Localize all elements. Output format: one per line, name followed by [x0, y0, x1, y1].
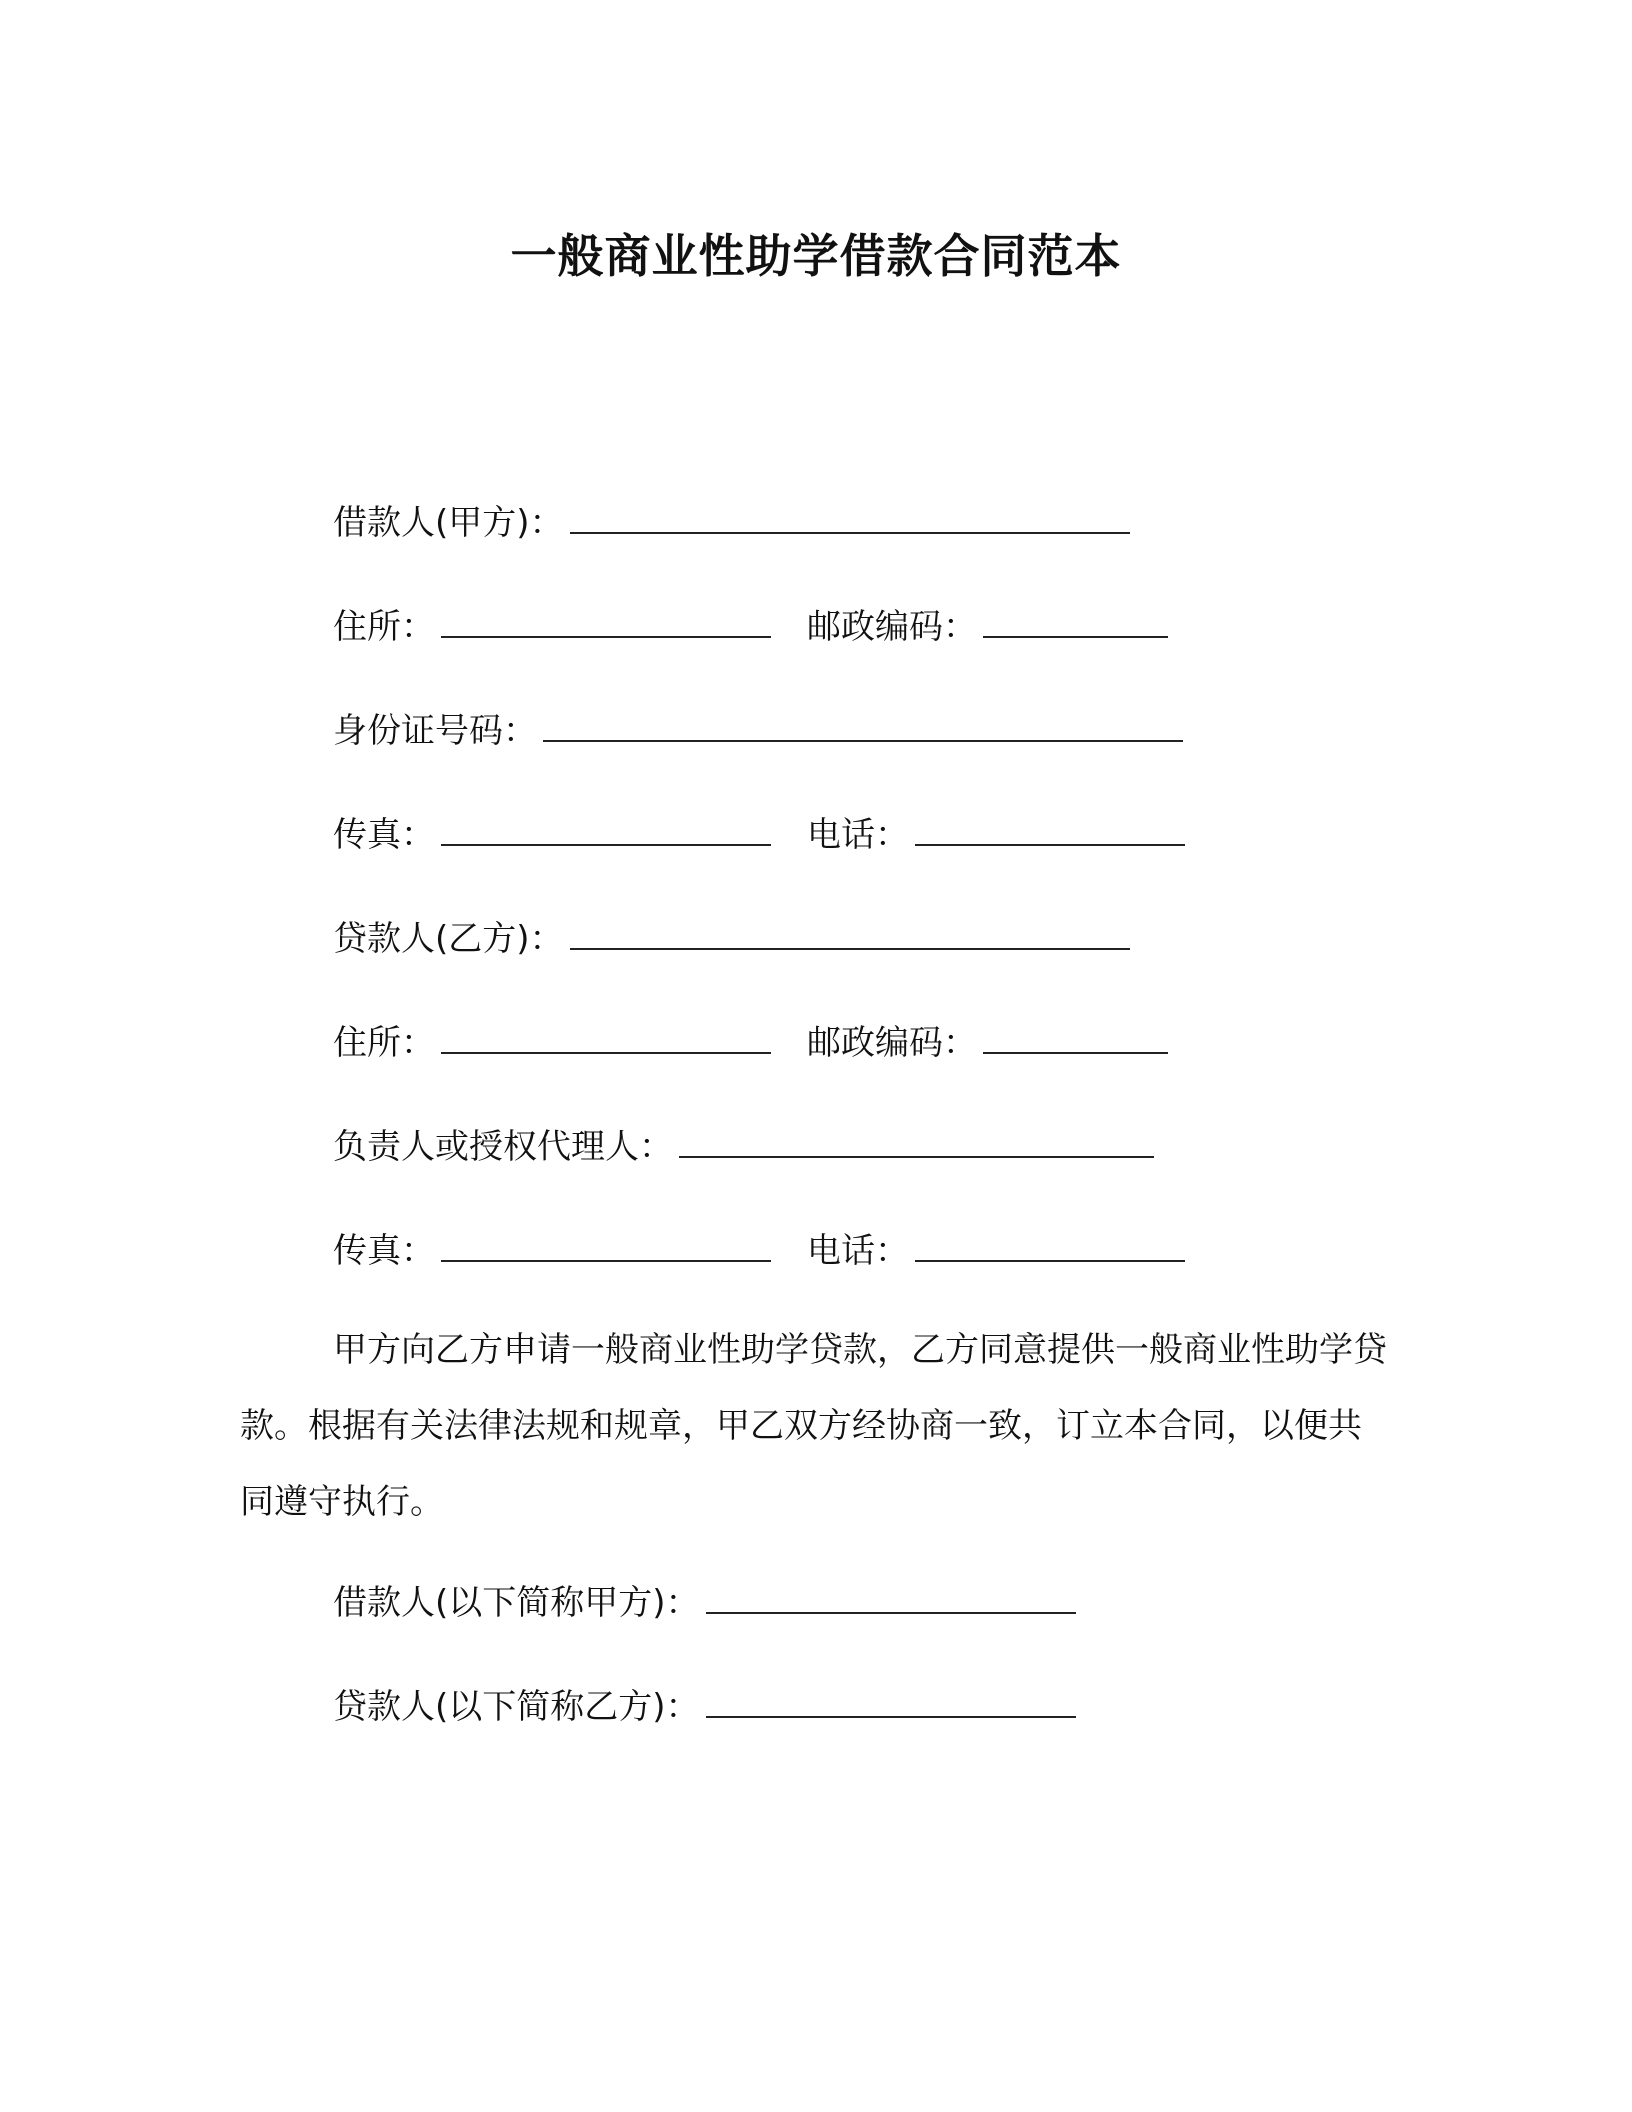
- party-a-row: [333, 502, 1130, 543]
- short-a-field[interactable]: [706, 1582, 1076, 1614]
- party-b-row: [333, 918, 1130, 959]
- party-a-address-row: [333, 606, 1168, 647]
- party-a-name-field[interactable]: [570, 502, 1130, 534]
- party-a-fax-label: 传真：: [333, 815, 435, 855]
- party-a-address-field[interactable]: [441, 606, 771, 638]
- party-b-address-field[interactable]: [441, 1022, 771, 1054]
- party-b-fax-label: 传真：: [333, 1231, 435, 1271]
- preamble-paragraph: 甲方向乙方申请一般商业性助学贷款，乙方同意提供一般商业性助学贷款。根据有关法律法规和规章，甲乙双方经协商一致，订立本合同，以便共同遵守执行。: [240, 1330, 1387, 1522]
- party-b-name-field[interactable]: [570, 918, 1130, 950]
- party-a-postcode-label: 邮政编码：: [807, 607, 977, 647]
- short-a-row: [333, 1582, 1076, 1623]
- short-b-field[interactable]: [706, 1686, 1076, 1718]
- short-b-row: [333, 1686, 1076, 1727]
- party-a-id-field[interactable]: [543, 710, 1183, 742]
- party-b-phone-label: 电话：: [807, 1231, 909, 1271]
- party-b-label: 贷款人(乙方)：: [333, 919, 564, 959]
- party-a-contact-row: [333, 814, 1185, 855]
- party-b-phone-field[interactable]: [915, 1230, 1185, 1262]
- short-b-label: 贷款人(以下简称乙方)：: [333, 1687, 700, 1727]
- party-a-postcode-field[interactable]: [983, 606, 1168, 638]
- party-a-phone-label: 电话：: [807, 815, 909, 855]
- party-a-id-label: 身份证号码：: [333, 711, 537, 751]
- party-b-agent-label: 负责人或授权代理人：: [333, 1127, 673, 1167]
- page-title: 一般商业性助学借款合同范本: [510, 229, 1122, 283]
- party-b-postcode-field[interactable]: [983, 1022, 1168, 1054]
- party-b-postcode-label: 邮政编码：: [807, 1023, 977, 1063]
- short-a-label: 借款人(以下简称甲方)：: [333, 1583, 700, 1623]
- party-b-agent-row: [333, 1126, 1154, 1167]
- party-b-agent-field[interactable]: [679, 1126, 1154, 1158]
- party-a-fax-field[interactable]: [441, 814, 771, 846]
- party-a-address-label: 住所：: [333, 607, 435, 647]
- party-a-id-row: [333, 710, 1183, 751]
- party-a-phone-field[interactable]: [915, 814, 1185, 846]
- party-b-contact-row: [333, 1230, 1185, 1271]
- party-a-label: 借款人(甲方)：: [333, 503, 564, 543]
- party-b-fax-field[interactable]: [441, 1230, 771, 1262]
- party-b-address-label: 住所：: [333, 1023, 435, 1063]
- party-b-address-row: [333, 1022, 1168, 1063]
